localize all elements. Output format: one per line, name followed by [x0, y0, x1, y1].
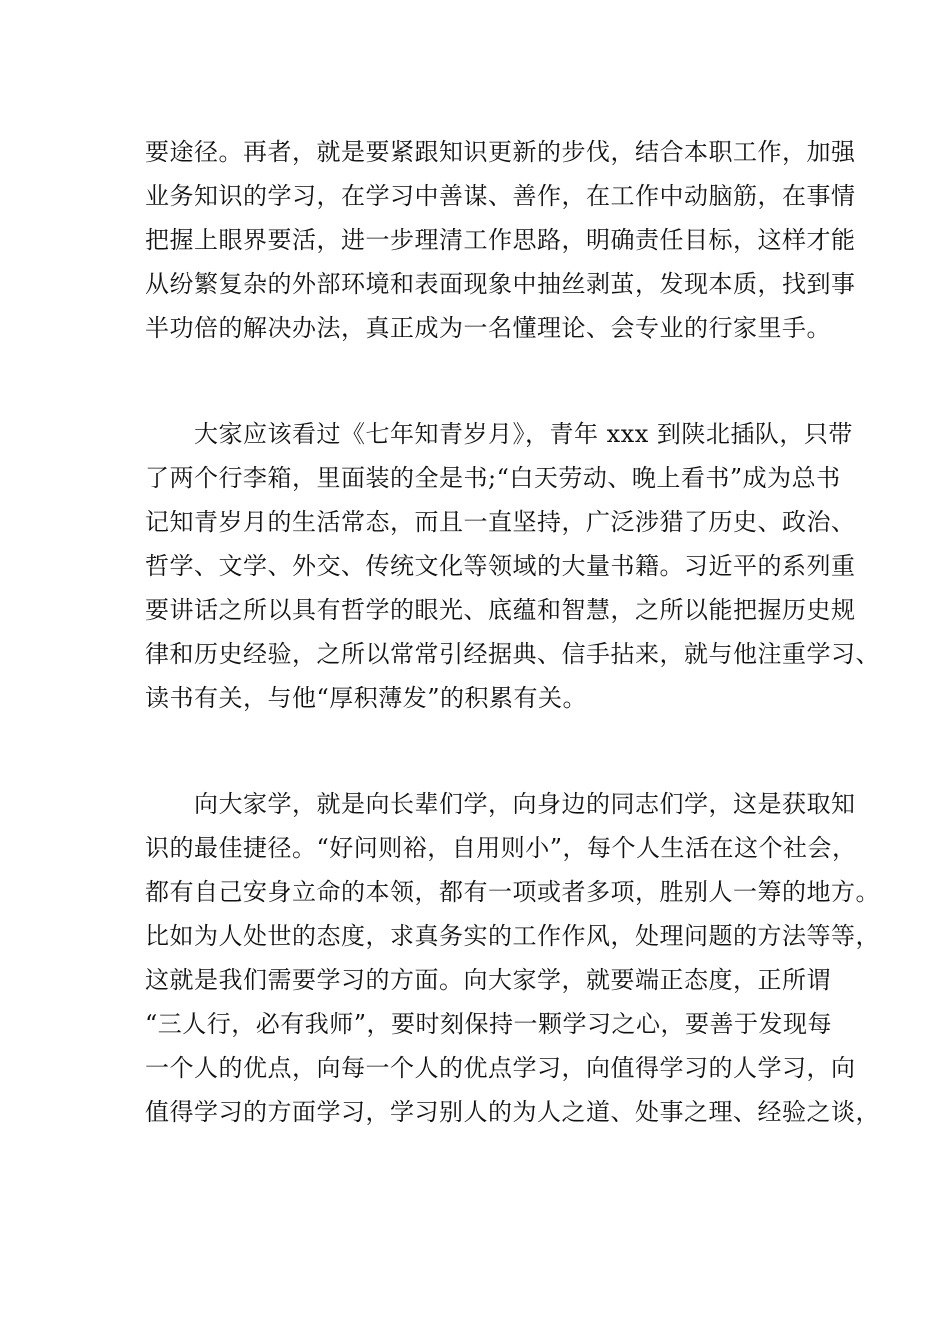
- paragraph-1: [145, 130, 856, 350]
- text-line: “三人行，必有我师”，要时刻保持一颗学习之心，要善于发现每: [145, 1010, 833, 1038]
- text-line: 业务知识的学习，在学习中善谋、善作，在工作中动脑筋，在事情: [145, 182, 856, 210]
- text-line: 一个人的优点，向每一个人的优点学习，向值得学习的人学习，向: [145, 1054, 856, 1082]
- text-line: 要讲话之所以具有哲学的眼光、底蕴和智慧，之所以能把握历史规: [145, 596, 856, 624]
- text-line: 要途径。再者，就是要紧跟知识更新的步伐，结合本职工作，加强: [145, 138, 856, 166]
- text-line: 律和历史经验，之所以常常引经据典、信手拈来，就与他注重学习、: [145, 640, 880, 668]
- text-line: 比如为人处世的态度，求真务实的工作作风，处理问题的方法等等，: [145, 922, 880, 950]
- text-line: 从纷繁复杂的外部环境和表面现象中抽丝剥茧，发现本质，找到事: [145, 270, 856, 298]
- text-line: 记知青岁月的生活常态，而且一直坚持，广泛涉猎了历史、政治、: [145, 508, 856, 536]
- paragraph-spacer: [145, 350, 825, 412]
- paragraph-3: [145, 782, 880, 1134]
- text-line: 这就是我们需要学习的方面。向大家学，就要端正态度，正所谓: [145, 966, 831, 994]
- paragraph-spacer: [145, 720, 825, 782]
- text-line: 了两个行李箱，里面装的全是书;“白天劳动、晚上看书”成为总书: [145, 464, 841, 492]
- text-line: 向大家学，就是向长辈们学，向身边的同志们学，这是获取知: [145, 790, 856, 818]
- text-line: 大家应该看过《七年知青岁月》，青年 xxx 到陕北插队，只带: [145, 420, 853, 448]
- text-line: 都有自己安身立命的本领，都有一项或者多项，胜别人一筹的地方。: [145, 878, 880, 906]
- text-line: 哲学、文学、外交、传统文化等领域的大量书籍。习近平的系列重: [145, 552, 856, 580]
- text-line: 半功倍的解决办法，真正成为一名懂理论、会专业的行家里手。: [145, 314, 831, 342]
- text-line: 读书有关，与他“厚积薄发”的积累有关。: [145, 684, 588, 712]
- paragraph-2: [145, 412, 880, 720]
- text-line: 识的最佳捷径。“好问则裕，自用则小”，每个人生活在这个社会，: [145, 834, 857, 862]
- text-line: 把握上眼界要活，进一步理清工作思路，明确责任目标，这样才能: [145, 226, 856, 254]
- document-body: [145, 130, 880, 1134]
- text-line: 值得学习的方面学习，学习别人的为人之道、处事之理、经验之谈，: [145, 1098, 880, 1126]
